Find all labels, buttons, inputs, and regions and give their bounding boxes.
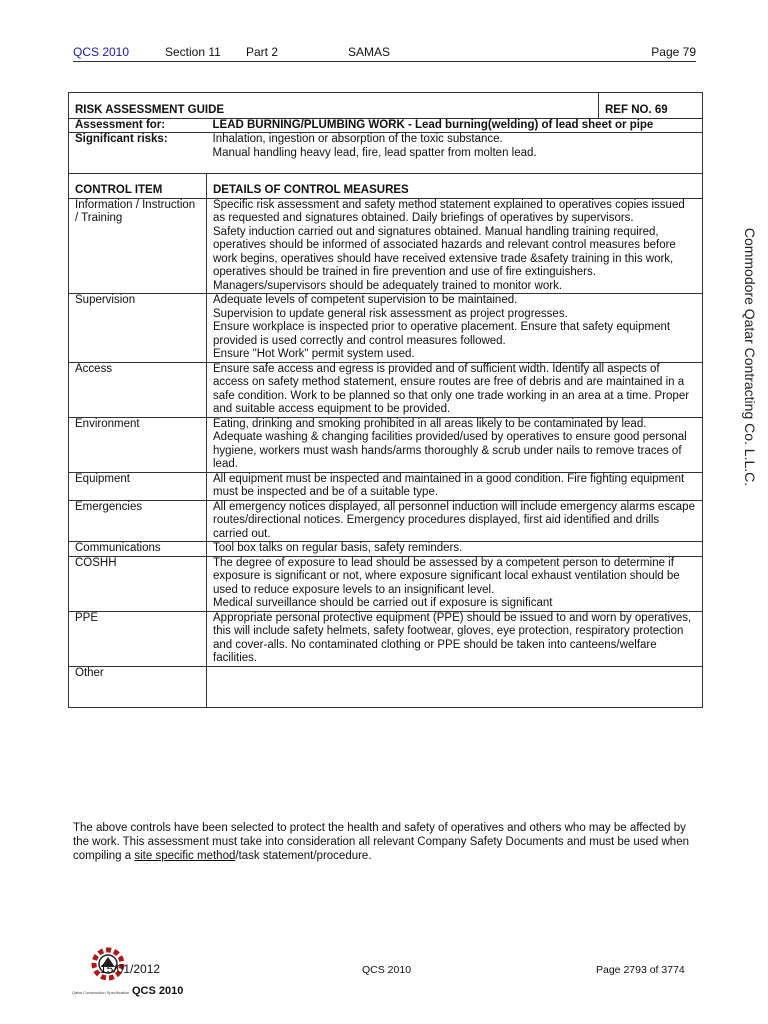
table-row — [69, 500, 703, 542]
table-header-row — [69, 174, 703, 199]
risks-label: Significant risks: — [69, 133, 207, 174]
control-details: Adequate levels of competent supervision to be maintained. Supervision to update general risk assessment as project progresses. Ensure workplace is inspected prior to operative placement. Ensure that safety equipment provided is used correctly and control measures followed. Ensure "Hot Work" permit system used. — [207, 294, 703, 363]
header-section: Section 11 — [165, 45, 221, 59]
table-row — [69, 362, 703, 417]
table-row — [69, 472, 703, 500]
table-row — [69, 294, 703, 363]
control-details: All equipment must be inspected and maintained in a good condition. Fire fighting equipment must be inspected and be of a suitable type. — [207, 472, 703, 500]
control-details: All emergency notices displayed, all personnel induction will include emergency alarms escape routes/directional notices. Emergency procedures displayed, first aid identified and drills carried out. — [207, 500, 703, 542]
table-row — [69, 198, 703, 294]
control-item: Emergencies — [69, 500, 207, 542]
assessment-value: LEAD BURNING/PLUMBING WORK - Lead burning(welding) of lead sheet or pipe — [207, 118, 703, 133]
col-header-control-item: CONTROL ITEM — [69, 174, 207, 199]
footer-text-underlined: site specific method — [134, 850, 236, 862]
footer-date: 15/01/2012 — [100, 962, 161, 976]
table-row — [69, 611, 703, 666]
ref-number: REF NO. 69 — [599, 92, 703, 118]
footer-center: QCS 2010 — [362, 964, 412, 976]
assessment-label: Assessment for: — [69, 118, 207, 133]
control-details: The degree of exposure to lead should be assessed by a competent person to determine if exposure is significant or not, where exposure significant local exhaust ventilation should be used to reduce exposure levels to an insignificant level. Medical surveillance should be carried out if exposure is significant — [207, 556, 703, 611]
footer-text-main: The above controls have been selected to protect the health and safety of operatives and others who may be affected by the work. This assessment must take into consideration all relevant Company Safety Documents and must be used when compiling a — [73, 822, 689, 862]
assessment-row — [69, 118, 703, 133]
page-header — [73, 45, 696, 62]
control-details: Tool box talks on regular basis, safety reminders. — [207, 542, 703, 557]
control-item: PPE — [69, 611, 207, 666]
logo-caption: Qatar Construction Specification — [72, 990, 130, 995]
table-row — [69, 417, 703, 472]
control-item: Other — [69, 666, 207, 707]
control-details — [207, 666, 703, 707]
control-item: Supervision — [69, 294, 207, 363]
control-item: Environment — [69, 417, 207, 472]
control-item: Access — [69, 362, 207, 417]
header-title: SAMAS — [348, 45, 391, 59]
control-details: Specific risk assessment and safety method statement explained to operatives copies issued as requested and signatures obtained. Daily briefings of operatives by supervisors. Safety induction carried out and signatures obtained. Manual handling training required, operatives should be informed of associated hazards and relevant control measures before work begins, operatives should have received extensive trade &safety training in this work, operatives should be trained in fire prevention and use of fire extinguishers. Managers/supervisors should be adequately trained to monitor work. — [207, 198, 703, 294]
risks-value: Inhalation, ingestion or absorption of the toxic substance. Manual handling heavy lead, fire, lead spatter from molten lead. — [207, 133, 703, 174]
guide-title-row — [69, 92, 703, 118]
control-item: Information / Instruction / Training — [69, 198, 207, 294]
control-details: Appropriate personal protective equipment (PPE) should be issued to and worn by operatives, this will include safety helmets, safety footwear, gloves, eye protection, respiratory protection and cover-alls. No contaminated clothing or PPE should be taken into canteens/welfare facilities. — [207, 611, 703, 666]
header-part: Part 2 — [246, 45, 279, 59]
company-name: Commodore Qatar Contracting Co. L.L.C. — [742, 227, 758, 487]
header-page-number: Page 79 — [651, 45, 696, 59]
table-row — [69, 542, 703, 557]
control-item: COSHH — [69, 556, 207, 611]
risks-row — [69, 133, 703, 174]
control-details: Ensure safe access and egress is provided and of sufficient width. Identify all aspects of access on safety method statement, ensure routes are free of debris and are maintained in a safe condition. Work to be planned so that only one trade working in an area at a time. Proper and suitable access equipment to be provided. — [207, 362, 703, 417]
control-details: Eating, drinking and smoking prohibited in all areas likely to be contaminated by lead. Adequate washing & changing facilities provided/used by operatives to ensure good personal hygiene, workers must wash hands/arms thoroughly & scrub under nails to remove traces of lead. — [207, 417, 703, 472]
table-row — [69, 556, 703, 611]
guide-title: RISK ASSESSMENT GUIDE — [69, 92, 599, 118]
logo-label: QCS 2010 — [132, 985, 184, 997]
footer-text-end: /task statement/procedure. — [235, 850, 372, 862]
risk-assessment-table — [68, 80, 703, 708]
control-item: Communications — [69, 542, 207, 557]
company-sidebar — [735, 227, 765, 487]
header-doc: QCS 2010 — [73, 45, 130, 59]
col-header-details: DETAILS OF CONTROL MEASURES — [207, 174, 703, 199]
table-row — [69, 666, 703, 707]
footer-page-count: Page 2793 of 3774 — [596, 964, 685, 976]
control-item: Equipment — [69, 472, 207, 500]
footer-paragraph — [73, 821, 701, 863]
